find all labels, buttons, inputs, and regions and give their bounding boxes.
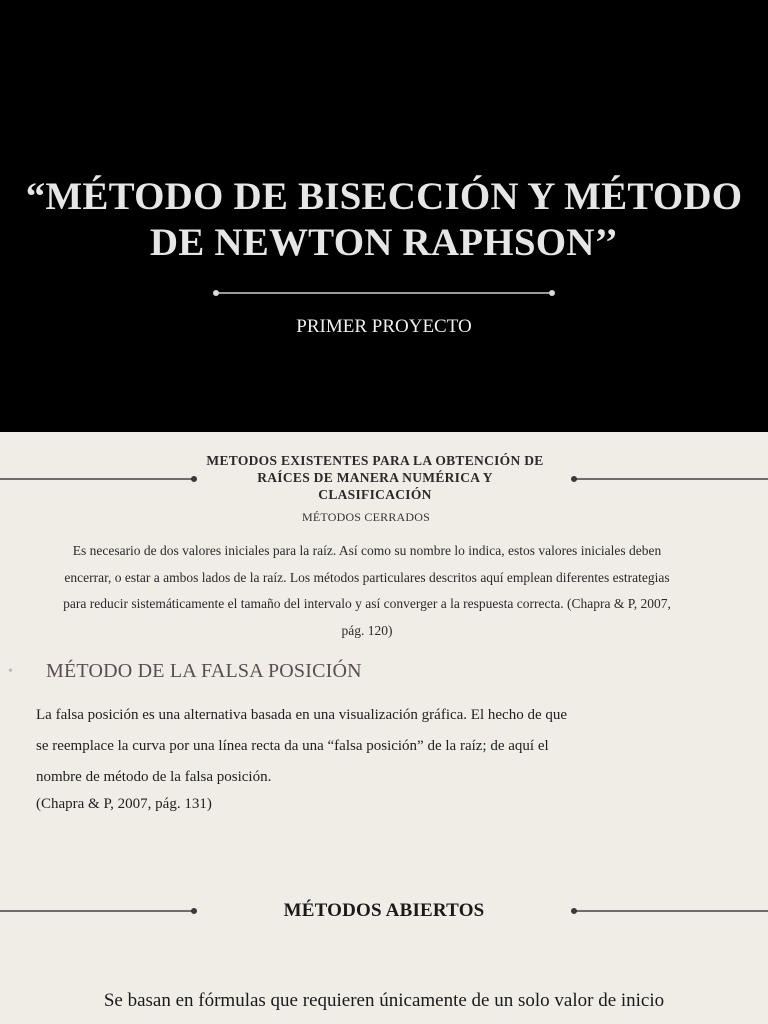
- paragraph-line-1: Es necesario de dos valores iniciales para la raíz. Así como su nombre lo indica, estos valores iniciales deben: [72, 543, 662, 558]
- heading-rule-left: [0, 478, 194, 480]
- open-heading-rule-right: [574, 910, 768, 912]
- slide-title-line-2: DE NEWTON RAPHSON’’: [149, 221, 619, 264]
- slide-title: [0, 174, 768, 266]
- paragraph-line-2: encerrar, o estar a ambos lados de la raíz. Los métodos particulares descritos aquí emplean diferentes estrategias: [64, 569, 670, 585]
- paragraph-line-3: para reducir sistemáticamente el tamaño del intervalo y así converger a la respuesta correcta. (Chapra & P, 2007,: [63, 596, 671, 611]
- falsa-line-2: se reemplace la curva por una línea recta da una “falsa posición” de la raíz; de aquí el: [36, 738, 549, 754]
- closed-methods-subheading: MÉTODOS CERRADOS: [302, 510, 430, 524]
- falsa-line-3: nombre de método de la falsa posición.: [36, 769, 272, 785]
- title-slide: [0, 0, 768, 432]
- heading-rule-right: [574, 478, 768, 480]
- title-divider: [216, 292, 552, 294]
- falsa-posicion-paragraph: [36, 700, 676, 815]
- content-slide: [0, 432, 768, 1024]
- falsa-posicion-title: MÉTODO DE LA FALSA POSICIÓN: [46, 660, 362, 682]
- section-heading-line-2: RAÍCES DE MANERA NUMÉRICA Y: [257, 470, 493, 485]
- open-methods-heading: MÉTODOS ABIERTOS: [283, 900, 485, 921]
- section-heading: [190, 452, 560, 503]
- falsa-citation: (Chapra & P, 2007, pág. 131): [36, 796, 212, 812]
- rule-dot: [571, 476, 577, 482]
- bullet-icon: •: [8, 664, 13, 679]
- section-heading-line-1: METODOS EXISTENTES PARA LA OBTENCIÓN DE: [206, 453, 544, 468]
- slide-title-line-1: “MÉTODO DE BISECCIÓN Y MÉTODO: [25, 175, 743, 218]
- closed-methods-paragraph: [22, 538, 712, 644]
- open-methods-paragraph: Se basan en fórmulas que requieren únicamente de un solo valor de inicio: [103, 990, 665, 1011]
- open-heading-rule-left: [0, 910, 194, 912]
- falsa-line-1: La falsa posición es una alternativa basada en una visualización gráfica. El hecho de que: [36, 707, 568, 723]
- slide-subtitle: PRIMER PROYECTO: [296, 316, 472, 337]
- section-heading-line-3: CLASIFICACIÓN: [318, 487, 432, 502]
- paragraph-line-4: pág. 120): [341, 622, 393, 638]
